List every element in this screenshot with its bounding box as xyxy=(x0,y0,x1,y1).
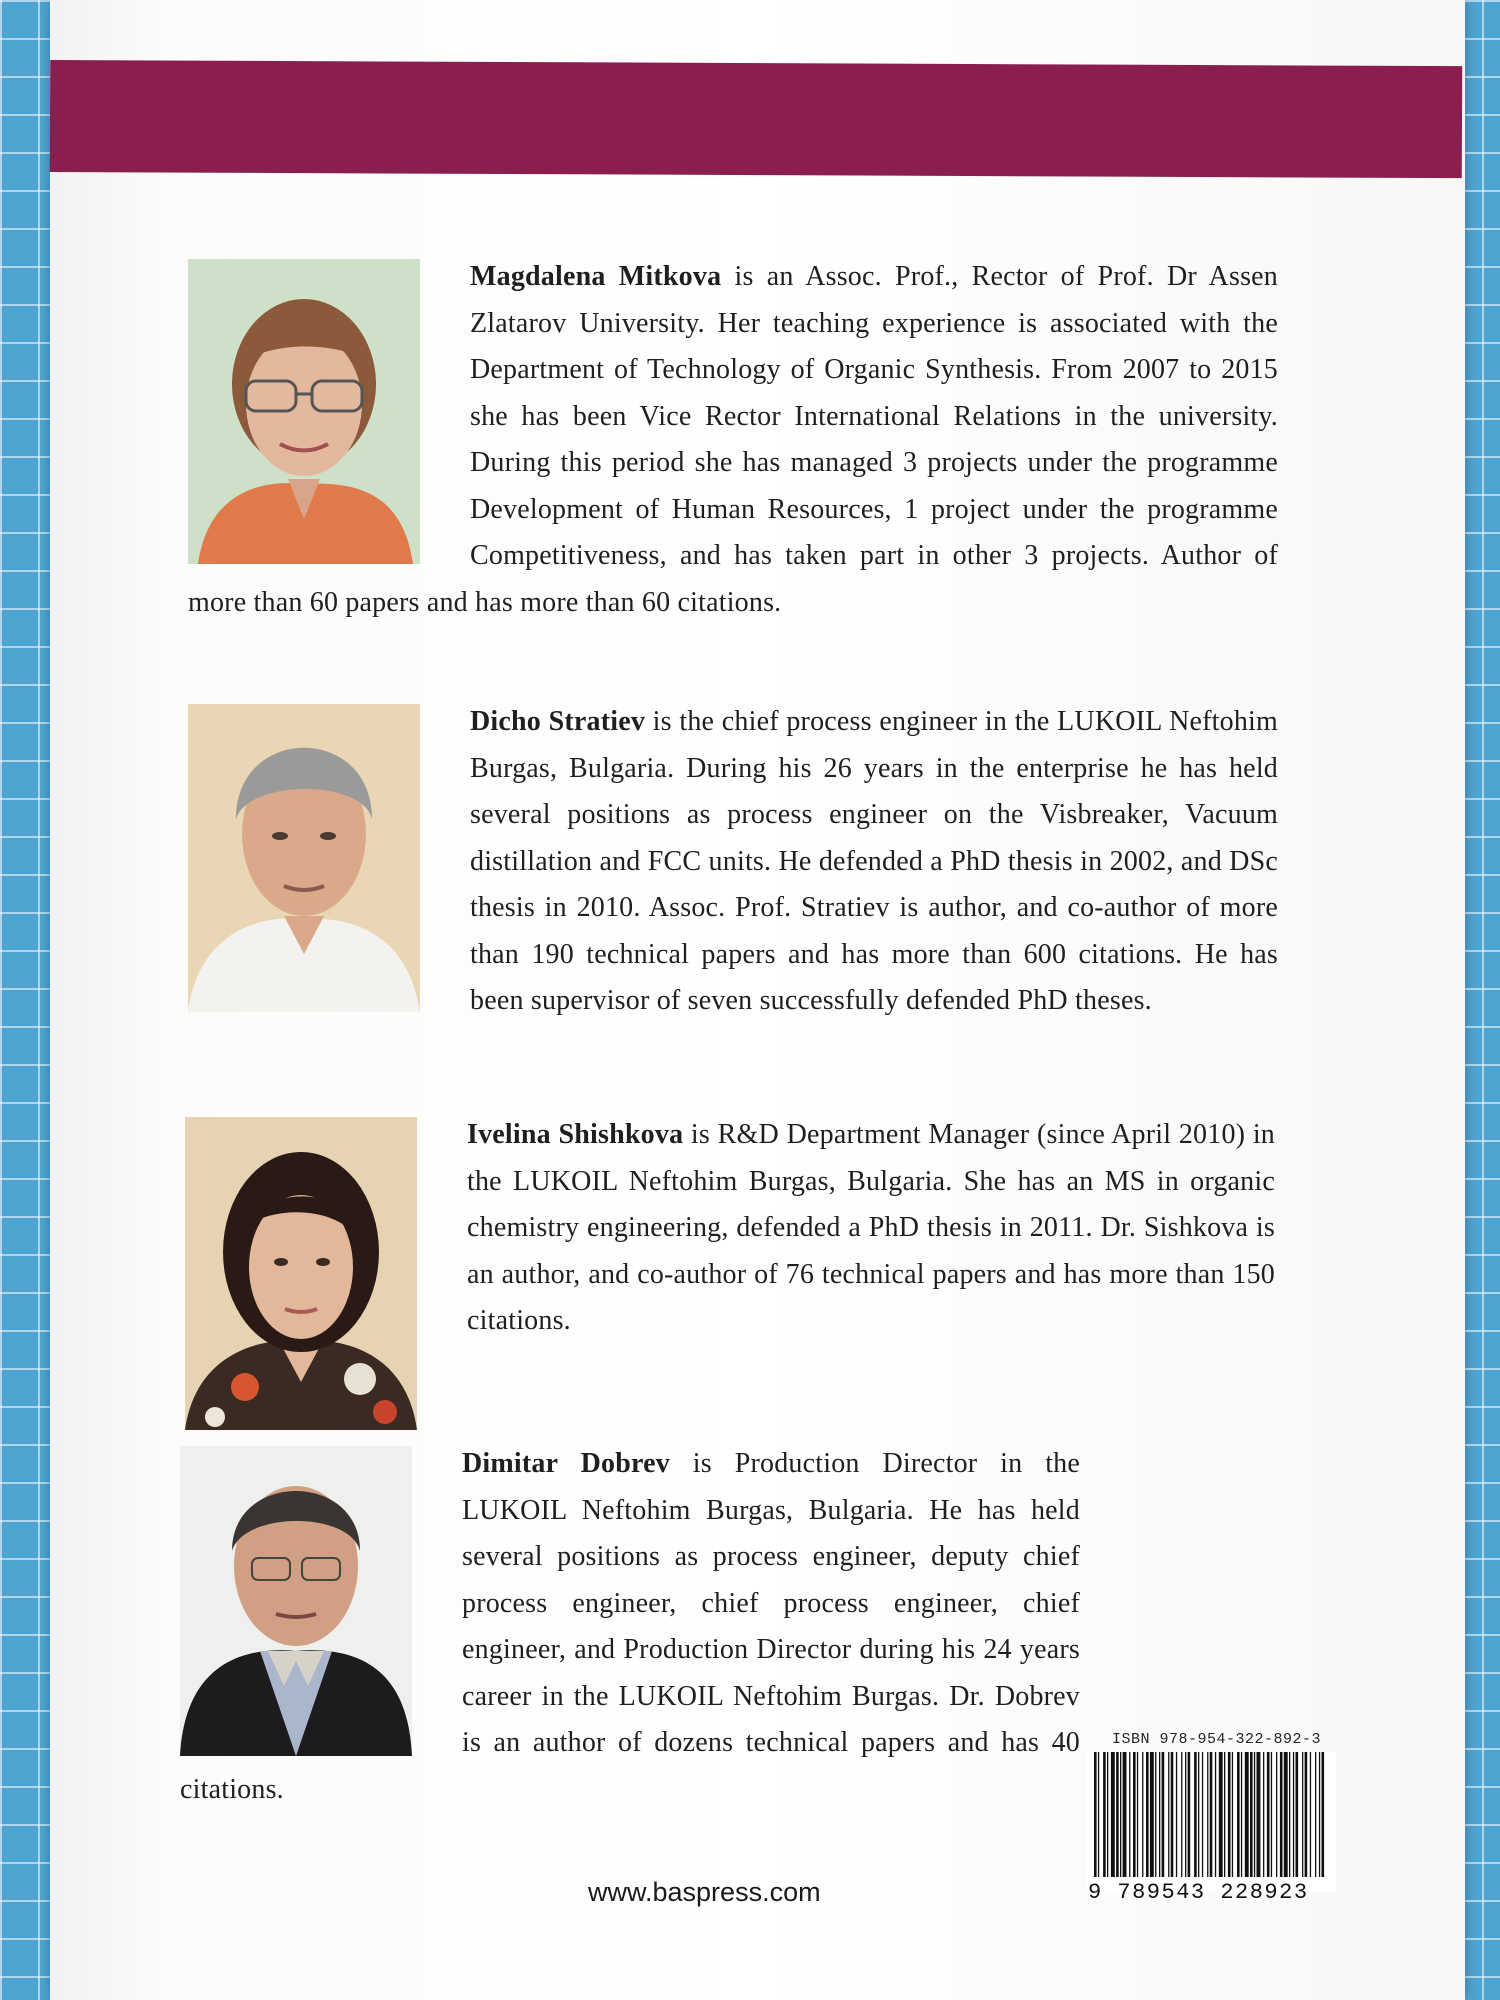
barcode-bar xyxy=(1194,1752,1197,1877)
barcode-digits: 9 789543 228923 xyxy=(1088,1880,1309,1905)
barcode-bar xyxy=(1150,1752,1154,1877)
isbn-label: ISBN 978-954-322-892-3 xyxy=(1112,1731,1322,1748)
barcode-bar xyxy=(1103,1752,1106,1877)
barcode-bar xyxy=(1098,1752,1099,1877)
barcode-bar xyxy=(1319,1752,1320,1877)
barcode-bar xyxy=(1224,1752,1225,1877)
barcode-bar xyxy=(1123,1752,1127,1877)
cover-color-band xyxy=(50,60,1462,178)
barcode-bar xyxy=(1185,1752,1186,1877)
barcode-bar xyxy=(1302,1752,1303,1877)
barcode-bar xyxy=(1296,1752,1299,1877)
barcode-bar xyxy=(1210,1752,1213,1877)
barcode-bar xyxy=(1310,1752,1311,1877)
barcode-bar xyxy=(1176,1752,1177,1877)
barcode-bar xyxy=(1137,1752,1138,1877)
barcode-bar xyxy=(1267,1752,1270,1877)
barcode-bar xyxy=(1168,1752,1169,1877)
author-bio-text: is R&D Department Manager (since April 2010) in the LUKOIL Neftohim Burgas, Bulgaria. She has an MS in organic chemistry engineering, defended a PhD thesis in 2011. Dr. Sishkova is an author, and co-author of 76 technical papers and has more than 150 citations. xyxy=(467,1119,1276,1336)
barcode-bar xyxy=(1257,1752,1261,1877)
author-name: Dimitar Dobrev xyxy=(462,1448,670,1479)
barcode-bar xyxy=(1284,1752,1288,1877)
isbn-barcode xyxy=(1086,1752,1336,1892)
barcode-bar xyxy=(1188,1752,1191,1877)
barcode-bar xyxy=(1254,1752,1255,1877)
barcode-bar xyxy=(1207,1752,1208,1877)
author-bio-text: is the chief process engineer in the LUKOIL Neftohim Burgas, Bulgaria. During his 26 years in the enterprise he has held several positions as process engineer on the Visbreaker, Vacuum distillation and FCC units. He defended a PhD thesis in 2002, and DSc thesis in 2010. Assoc. Prof. Stratiev is author, and co-author of more than 190 technical papers and has more than 600 citations. He has been supervisor of seven successfully defended PhD theses. xyxy=(470,706,1279,1016)
publisher-website: www.baspress.com xyxy=(588,1877,821,1907)
barcode-bar xyxy=(1280,1752,1283,1877)
barcode-bar xyxy=(1181,1752,1182,1877)
barcode-bar xyxy=(1146,1752,1149,1877)
barcode-bar xyxy=(1159,1752,1160,1877)
barcode-bar xyxy=(1322,1752,1325,1877)
author-bio-stratiev xyxy=(188,699,1278,1025)
barcode-bar xyxy=(1094,1752,1097,1877)
barcode-bar xyxy=(1271,1752,1272,1877)
barcode-bar xyxy=(1237,1752,1240,1877)
barcode-bar xyxy=(1276,1752,1277,1877)
barcode-bar xyxy=(1315,1752,1316,1877)
barcode-bar xyxy=(1305,1752,1308,1877)
barcode-bar xyxy=(1142,1752,1143,1877)
barcode-bar xyxy=(1250,1752,1253,1877)
barcode-bar xyxy=(1293,1752,1294,1877)
barcode-bar xyxy=(1111,1752,1115,1877)
barcode-bar xyxy=(1133,1752,1136,1877)
author-bio-shishkova xyxy=(185,1112,1275,1440)
barcode-bar xyxy=(1107,1752,1108,1877)
barcode-bar xyxy=(1289,1752,1290,1877)
barcode-bar xyxy=(1232,1752,1233,1877)
author-photo-dobrev xyxy=(180,1446,412,1756)
author-bio-mitkova xyxy=(188,254,1278,626)
barcode-bar xyxy=(1219,1752,1223,1877)
barcode-bar xyxy=(1198,1752,1199,1877)
author-name: Ivelina Shishkova xyxy=(467,1119,684,1150)
barcode-bar xyxy=(1116,1752,1119,1877)
barcode-bar xyxy=(1228,1752,1231,1877)
barcode-bar xyxy=(1155,1752,1156,1877)
author-name: Magdalena Mitkova xyxy=(470,261,722,292)
author-photo-shishkova xyxy=(185,1117,417,1430)
author-photo-stratiev xyxy=(188,704,420,1012)
barcode-bar xyxy=(1162,1752,1165,1877)
author-photo-mitkova xyxy=(188,259,420,564)
barcode-bar xyxy=(1129,1752,1130,1877)
barcode-bar xyxy=(1245,1752,1249,1877)
author-name: Dicho Stratiev xyxy=(470,706,646,737)
barcode-bar xyxy=(1171,1752,1174,1877)
barcode-bar xyxy=(1215,1752,1216,1877)
author-bio-dobrev xyxy=(180,1441,1080,1813)
author-bio-text: is Production Director in the LUKOIL Neftohim Burgas, Bulgaria. He has held several positions as process engineer, deputy chief process engineer, chief process engineer, chief engineer, and Production Director during his 24 years career in the LUKOIL Neftohim Burgas. Dr. Dobrev is an author of dozens technical papers and has 40 citations. xyxy=(180,1448,1081,1805)
barcode-bar xyxy=(1263,1752,1264,1877)
barcode-bar xyxy=(1241,1752,1242,1877)
barcode-bar xyxy=(1202,1752,1203,1877)
barcode-bar xyxy=(1120,1752,1121,1877)
author-bio-text: is an Assoc. Prof., Rector of Prof. Dr Assen Zlatarov University. Her teaching experience is associated with the Department of Technology of Organic Synthesis. From 2007 to 2015 she has been Vice Rector International Relations in the university. During this period she has managed 3 projects under the programme Development of Human Resources, 1 project under the programme Competitiveness, and has taken part in other 3 projects. Author of more than 60 papers and has more than 60 citations. xyxy=(188,261,1278,618)
